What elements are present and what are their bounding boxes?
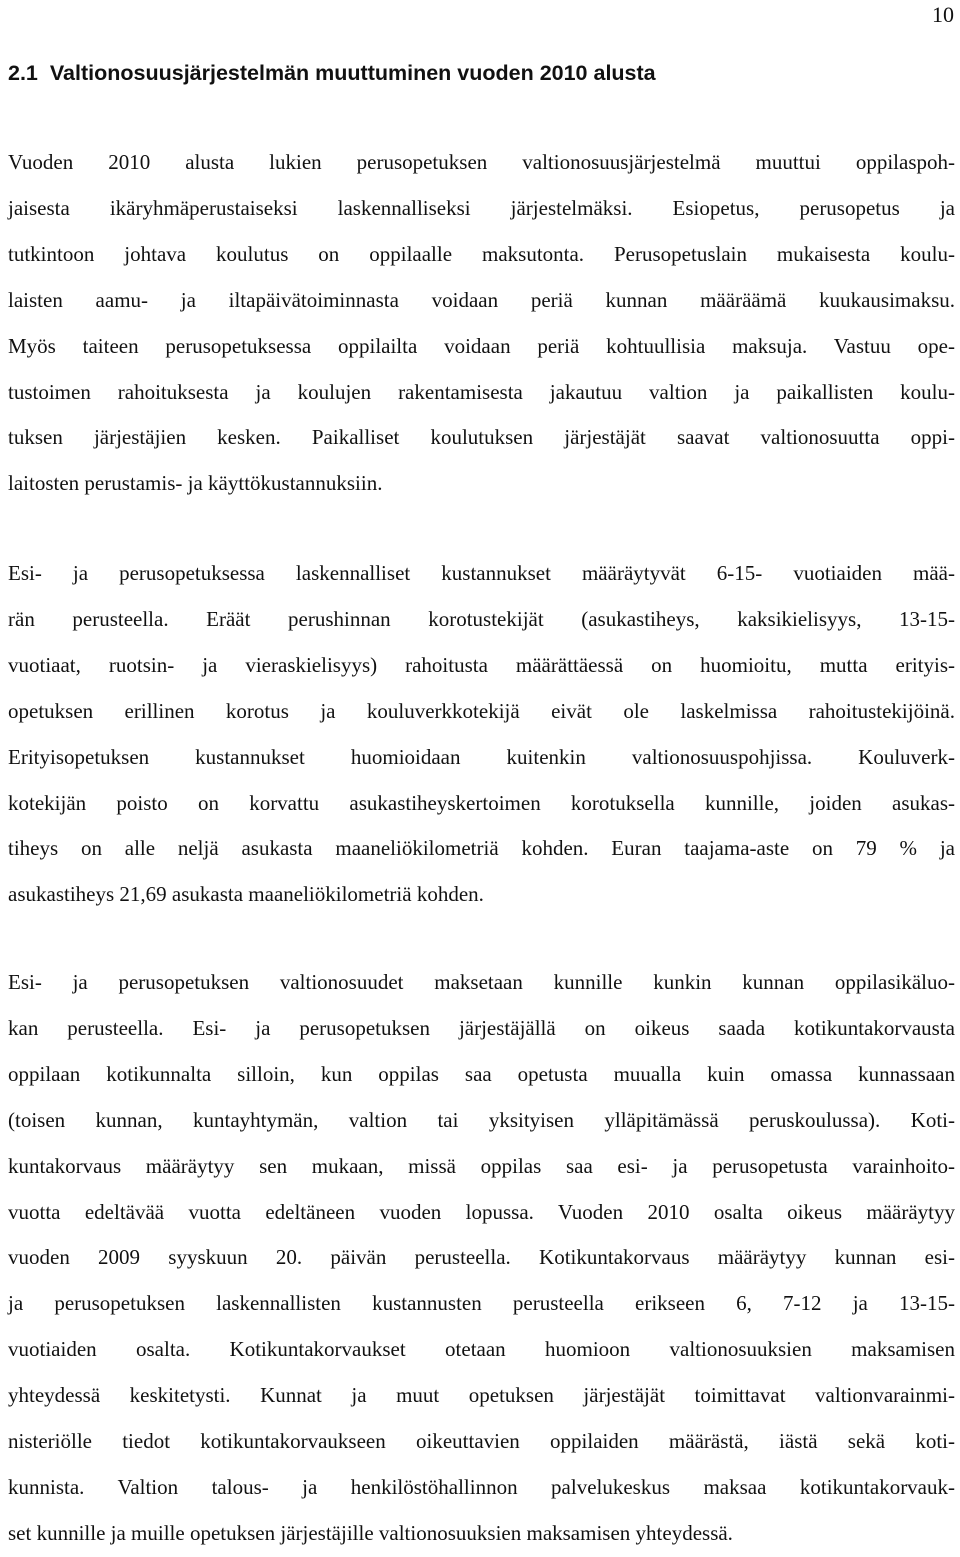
section-heading (8, 58, 656, 88)
section-number: 2.1 (8, 61, 38, 85)
text-line: Esi- ja perusopetuksen valtionosuudet maksetaan kunnille kunkin kunnan oppilasikäluo- (8, 970, 955, 994)
paragraph-funding-system-change (8, 140, 955, 507)
text-line: rän perusteella. Eräät perushinnan korotustekijät (asukastiheys, kaksikielisyys, 13-15- (8, 606, 955, 631)
text-line: opetuksen erillinen korotus ja kouluverkkotekijä eivät ole laskelmissa rahoitustekijöinä. (8, 698, 955, 723)
text-line: set kunnille ja muille opetuksen järjestäjille valtionosuuksien maksamisen yhteydessä. (8, 1520, 733, 1545)
section-title: Valtionosuusjärjestelmän muuttuminen vuoden 2010 alusta (49, 61, 656, 85)
text-line: tustoimen rahoituksesta ja koulujen rakentamisesta jakautuu valtion ja paikallisten koulu- (8, 379, 955, 404)
text-line: Esi- ja perusopetuksessa laskennalliset kustannukset määräytyvät 6-15- vuotiaiden mää- (8, 561, 955, 585)
text-line: vuotta edeltävää vuotta edeltäneen vuoden lopussa. Vuoden 2010 osalta oikeus määräytyy (8, 1199, 955, 1224)
text-line: Vuoden 2010 alusta lukien perusopetuksen valtionosuusjärjestelmä muuttui oppilaspoh- (8, 150, 955, 174)
text-line: Erityisopetuksen kustannukset huomioidaan kuitenkin valtionosuuspohjissa. Kouluverk- (8, 744, 955, 769)
text-line: laisten aamu- ja iltapäivätoiminnasta voidaan periä kunnan määräämä kuukausimaksu. (8, 287, 955, 312)
text-line: yhteydessä keskitetysti. Kunnat ja muut opetuksen järjestäjät toimittavat valtionvarainmi- (8, 1383, 955, 1408)
text-line: vuotiaat, ruotsin- ja vieraskielisyys) rahoitusta määrättäessä on huomioitu, mutta erityis- (8, 652, 955, 677)
text-line: kuntakorvaus määräytyy sen mukaan, missä oppilas saa esi- ja perusopetusta varainhoito- (8, 1153, 955, 1178)
text-line: asukastiheys 21,69 asukasta maaneliökilometriä kohden. (8, 882, 484, 907)
text-line: (toisen kunnan, kuntayhtymän, valtion tai yksityisen ylläpitämässä peruskoulussa). Koti- (8, 1107, 955, 1132)
text-line: Myös taiteen perusopetuksessa oppilailta voidaan periä kohtuullisia maksuja. Vastuu ope- (8, 333, 955, 358)
text-line: vuoden 2009 syyskuun 20. päivän perusteella. Kotikuntakorvaus määräytyy kunnan esi- (8, 1245, 955, 1270)
text-line: tiheys on alle neljä asukasta maaneliökilometriä kohden. Euran taajama-aste on 79 % ja (8, 836, 955, 861)
text-line: ja perusopetuksen laskennallisten kustannusten perusteella erikseen 6, 7-12 ja 13-15- (8, 1291, 955, 1316)
page-number: 10 (932, 2, 954, 27)
paragraph-home-municipality-compensation (8, 960, 955, 1557)
paragraph-calculated-costs (8, 551, 955, 918)
text-line: tutkintoon johtava koulutus on oppilaalle maksutonta. Perusopetuslain mukaisesta koulu- (8, 241, 955, 266)
text-line: tuksen järjestäjien kesken. Paikalliset koulutuksen järjestäjät saavat valtionosuutta oppi- (8, 425, 955, 450)
text-line: kunnista. Valtion talous- ja henkilöstöhallinnon palvelukeskus maksaa kotikuntakorvauk- (8, 1474, 955, 1499)
text-line: jaisesta ikäryhmäperustaiseksi laskennalliseksi järjestelmäksi. Esiopetus, perusopetus ja (8, 195, 955, 220)
text-line: laitosten perustamis- ja käyttökustannuksiin. (8, 471, 383, 496)
text-line: kan perusteella. Esi- ja perusopetuksen järjestäjällä on oikeus saada kotikuntakorvausta (8, 1015, 955, 1040)
text-line: nisteriölle tiedot kotikuntakorvaukseen oikeuttavien oppilaiden määrästä, iästä sekä koti- (8, 1429, 955, 1454)
text-line: vuotiaiden osalta. Kotikuntakorvaukset otetaan huomioon valtionosuuksien maksamisen (8, 1337, 955, 1362)
text-line: oppilaan kotikunnalta silloin, kun oppilas saa opetusta muualla kuin omassa kunnassaan (8, 1061, 955, 1086)
text-line: kotekijän poisto on korvattu asukastiheyskertoimen korotuksella kunnille, joiden asukas- (8, 790, 955, 815)
